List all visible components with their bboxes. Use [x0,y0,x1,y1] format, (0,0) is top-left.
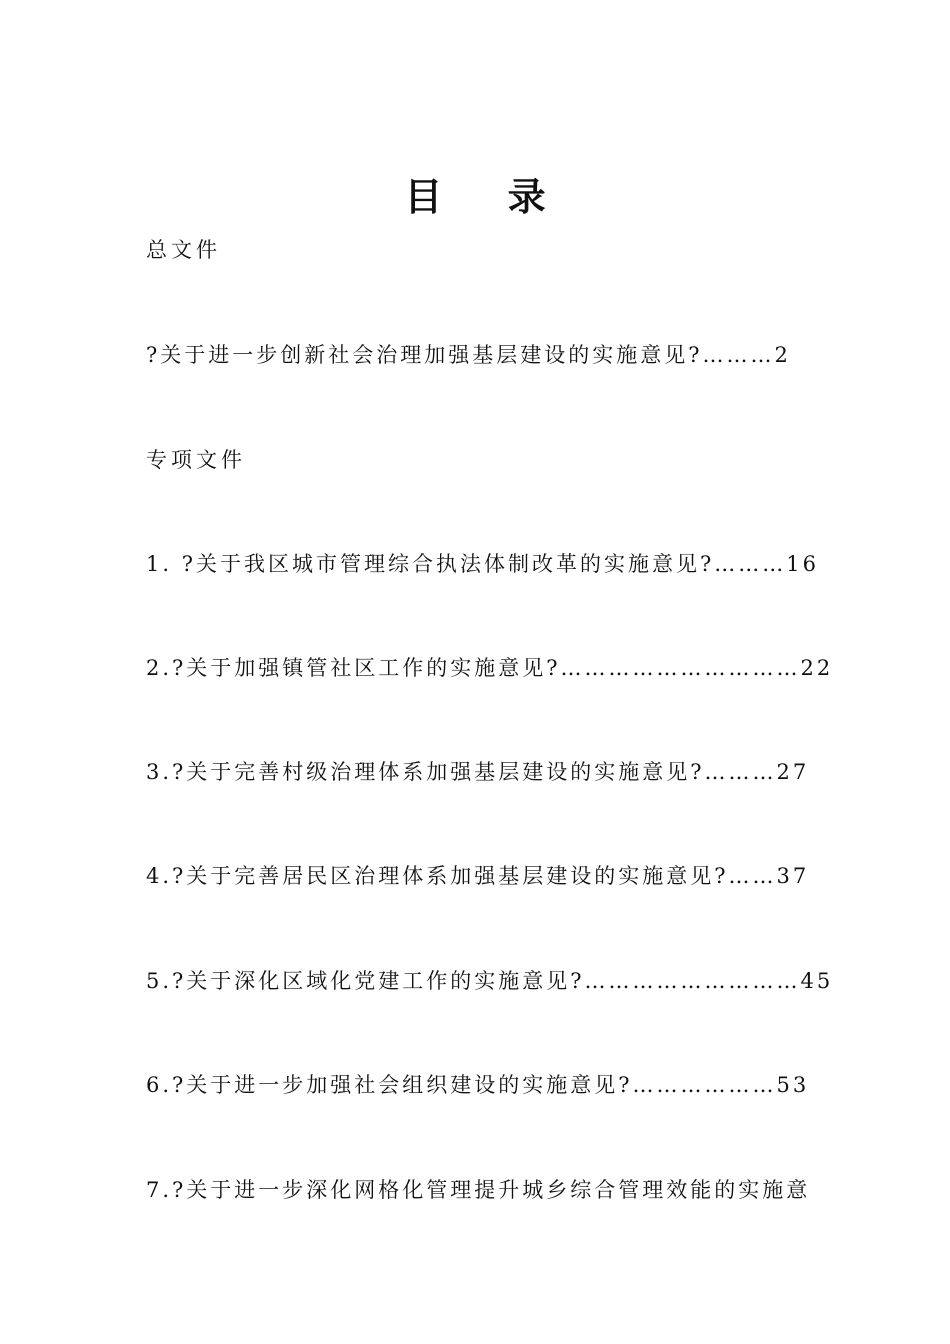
toc-entry-2[interactable]: 2.?关于加强镇管社区工作的实施意见?…………………………22 [146,656,834,680]
toc-entry-1[interactable]: 1. ?关于我区城市管理综合执法体制改革的实施意见?………16 [146,552,819,576]
toc-entry-general[interactable]: ?关于进一步创新社会治理加强基层建设的实施意见?………2 [146,343,791,367]
toc-entry-6[interactable]: 6.?关于进一步加强社会组织建设的实施意见?………………53 [146,1073,810,1097]
section-heading-special: 专项文件 [146,448,246,472]
section-heading-general: 总文件 [146,238,221,262]
toc-entry-5[interactable]: 5.?关于深化区域化党建工作的实施意见?………………………45 [146,969,834,993]
toc-entry-4[interactable]: 4.?关于完善居民区治理体系加强基层建设的实施意见?……37 [146,864,810,888]
toc-entry-3[interactable]: 3.?关于完善村级治理体系加强基层建设的实施意见?………27 [146,760,810,784]
page-title: 目 录 [404,174,572,219]
toc-entry-7[interactable]: 7.?关于进一步深化网格化管理提升城乡综合管理效能的实施意 [146,1178,811,1202]
